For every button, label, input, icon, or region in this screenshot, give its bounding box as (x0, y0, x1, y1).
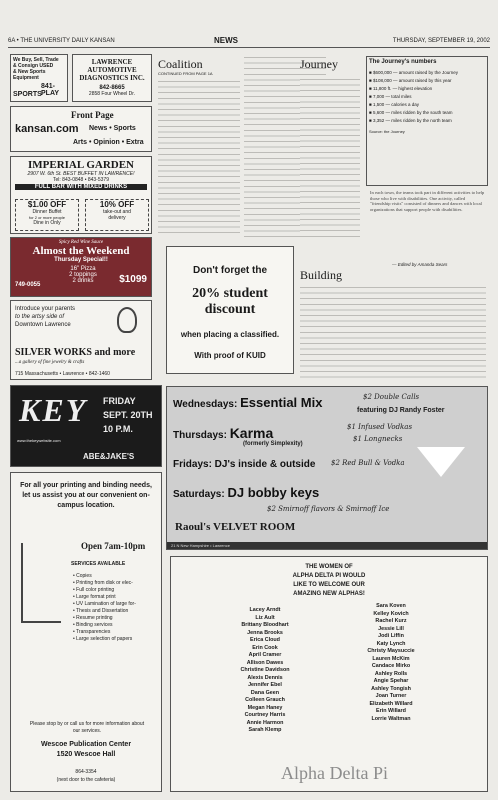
member-name: Joan Turner (375, 693, 407, 699)
pizza-ad: Spicy Red Wine Sauce Almost the Weekend Thursday Special!! 16" Pizza 2 toppings 2 drinks 749-0055 $1099 (10, 237, 152, 297)
service-item: • Binding services (73, 622, 113, 628)
automotive-address: 2858 Four Wheel Dr. (88, 91, 136, 97)
coalition-headline: Coalition (158, 57, 203, 71)
the-key-ad: KEY FRIDAY SEPT. 20TH 10 P.M. www.thekeywebsite.com ABE&JAKE'S (10, 385, 162, 467)
member-name: Jessie Lill (378, 625, 404, 632)
member-name: Elizabeth Willard (369, 700, 413, 707)
member-name: Erin Cook (252, 644, 278, 651)
journey-stat: ■ 1,500 — calories a day (369, 102, 419, 107)
services-list (73, 573, 136, 643)
journey-stat: ■ 7,000 — total miles (369, 94, 412, 99)
automotive-ad (72, 54, 152, 102)
journey-headline: Journey (300, 57, 338, 71)
issue-date: THURSDAY, SEPTEMBER 19, 2002 (392, 38, 490, 44)
member-name: Lorrie Waltman (371, 715, 411, 722)
member-name: Ashley Tongish (371, 685, 411, 692)
member-name: Christy Maysuccie (367, 648, 415, 654)
member-name: Alexis Dennis (247, 674, 283, 681)
kansan-front-page: Front Page (71, 110, 114, 120)
pizza-ad-title: Almost the Weekend (32, 245, 130, 257)
service-item: • UV Lamination of large for- (73, 601, 136, 607)
member-name: Allison Dawes (246, 659, 284, 666)
member-name: Sarah Klemp (248, 727, 282, 733)
member-name: Christine Davidson (240, 667, 290, 673)
journey-stat: ■ $108,000 — amount raised by this year (369, 78, 452, 83)
service-item: • Large format print (73, 594, 116, 600)
journey-stat: ■ 5,600 — miles ridden by the south team (369, 110, 453, 115)
silver-works-name: SILVER WORKS and more (15, 347, 136, 358)
page-folio: 6A • THE UNIVERSITY DAILY KANSAN (8, 38, 115, 44)
member-name: Jennifer Ebel (248, 682, 282, 688)
kansan-ad (10, 106, 152, 152)
kansan-links-2: Arts • Opinion • Extra (73, 139, 144, 146)
member-name: Candace Mirko (371, 663, 411, 669)
member-name: Katy Lynch (376, 640, 406, 647)
imperial-garden-ad (10, 156, 152, 234)
wescoe-hours: Open 7am-10pm (81, 541, 146, 551)
service-item: • Transparencies (73, 629, 111, 635)
classified-discount-ad: Don't forget the 20% student discount when placing a classified. With proof of KUID (166, 246, 294, 374)
service-item: • Full color printing (73, 587, 115, 593)
automotive-phone: 842-8665 (99, 85, 125, 91)
member-name: Kelley Kovich (373, 610, 409, 617)
journey-stat: ■ 11,800 ft. — highest elevation (369, 86, 433, 91)
member-name: April Cramer (248, 652, 282, 658)
journey-continued: In each town, the teams took part in different activities to help those who live with disabilities. One activity, called "friendship visits" consisted of dinners and dances with local organizations that support people with disabilities. (370, 190, 485, 212)
sports-ad: We Buy, Sell, Trade & Consign USED & New Sports Equipment 841-PLAY SPORTS (10, 54, 68, 102)
member-name: Brittany Bloodhart (241, 622, 289, 628)
new-member-list-2 (351, 603, 431, 723)
martini-glass-icon (417, 447, 465, 477)
alpha-delta-pi-ad: THE WOMEN OF ALPHA DELTA PI WOULD LIKE TO WELCOME OUR AMAZING NEW ALPHAS! Lacey Arndt Liz Ault Brittany Bloodhart Jenna Brooks Erica Cloud Erin Cook April Cramer Allison Dawes Christine Davidson Alexis Dennis Jennifer Ebel Dana Geen Colleen Grauch Megan Haney Courtney Harris Annie Harmon Sarah Klemp Sara Koven Kelley Kovich Rachel Kurz Jessie Lill Jodi Liffin Katy Lynch Christy Maysuccie Lauren McKim Candace Mirko Ashley Rolls Angie Spehar Ashley Tongish Joan Turner Elizabeth Willard Erin Willard Lorrie Waltman Alpha Delta Pi (170, 556, 488, 792)
earring-icon (117, 307, 137, 333)
member-name: Megan Haney (247, 704, 283, 711)
imperial-title: IMPERIAL GARDEN (27, 159, 135, 171)
service-item: • Thesis and Dissertation (73, 608, 129, 614)
kansan-url[interactable]: kansan.com (15, 123, 79, 135)
member-name: Courtney Harris (244, 712, 286, 718)
member-name: Jenna Brooks (247, 629, 283, 636)
building-headline: Building (300, 268, 343, 282)
member-name: Dana Geen (250, 689, 280, 696)
discount-headline: 20% student discount (192, 286, 268, 317)
member-name: Liz Ault (255, 614, 275, 621)
member-name: Annie Harmon (246, 719, 284, 726)
journey-text (300, 76, 360, 240)
adpi-logo: Alpha Delta Pi (281, 763, 388, 783)
velvet-room-logo: Raoul's VELVET ROOM (175, 521, 296, 533)
section-title: NEWS (214, 36, 238, 45)
member-name: Rachel Kurz (375, 618, 407, 624)
page-header (8, 36, 490, 48)
newspaper-page: 6A • THE UNIVERSITY DAILY KANSAN NEWS THURSDAY, SEPTEMBER 19, 2002 We Buy, Sell, Trade & Consign USED & New Sports Equipment 841-PLAY SPORTS LAWRENCE AUTOMOTIVE DIAGNOSTICS INC. 842-8665 2858 Four Wheel Dr. Front Page kansan.com News • Sports Arts • Opinion • Extra IMPERIAL GARDEN 2907 W. 6th St. BEST BUFFET IN LAWRENCE! Tel: 843-0848 • 843-5379 FULL BAR WITH MIXED DRINKS $1.00 OFF Dinner Buffet for 2 or more people Dine in Only 10% OFF take-out and delivery Spicy Red Wine Sauce Almost the Weekend Thursday Special!! 16" Pizza 2 toppings 2 drinks 749-0055 $1099 Introduce your parents to the artsy side of Downtown Lawrence SILVER WORKS and more ...a gallery of fine jewelry & crafts 715 Massachusetts • Lawrence • 842-1460 KEY FRIDAY SEPT. 20TH 10 P.M. www.thekeywebsite.com ABE&JAKE'S For all your printing and binding needs, let us assist you at our convenient on-campus location. Open 7am-10pm SERVICES AVAILABLE • Copies • Printing from disk or elec- • Full color printing • Large format print • UV Lamination of large for- • Thesis and Dissertation • Resume printing • Binding services • Transparencies • Large selection of papers Please stop by or call us for more information about our services. Wescoe Publication Center 1520 Wescoe Hall 864-3354 (next door to the cafeteria) Coalition CONTINUED FROM PAGE 1A Journey The Journey's numbers ■ $600,000 — amount raised by the Journey ■ $108,000 — amount raised by this year ■ 11,800 ft. — highest elevation ■ 7,000 — total miles ■ 1,500 — calories a day ■ 5,600 — miles ridden by the south team ■ 3,352 — miles ridden by the north team Source: the Journey In each town, the teams took part in different activities to help those who live with disabilities. One activity, called "friendship visits" consisted of dinners and dances with local organizations that support people with disabilities. — Edited by Amanda Sears Don't forget the 20% student discount when placing a classified. With proof of KUID Building Wednesdays: Essential Mix $2 Double Calls featuring DJ Randy Foster Thursdays: Karma (formerly Simplexity) $1 Infused Vodkas $1 Longnecks Fridays: DJ's inside & outside $2 Red Bull & Vodka Saturdays: DJ bobby keys $2 Smirnoff flavors & Smirnoff Ice Raoul's VELVET ROOM 21 N New Hampshire • Lawrence THE WOMEN OF ALPHA DELTA PI WOULD LIKE TO WELCOME OUR AMAZING NEW ALPHAS! Lacey Arndt Liz Ault Brittany Bloodhart Jenna Brooks Erica Cloud Erin Cook April Cramer Allison Dawes Christine Davidson Alexis Dennis Jennifer Ebel Dana Geen Colleen Grauch Megan Haney Courtney Harris Annie Harmon Sarah Klemp Sara Koven Kelley Kovich Rachel Kurz Jessie Lill Jodi Liffin Katy Lynch Christy Maysuccie Lauren McKim Candace Mirko Ashley Rolls Angie Spehar Ashley Tongish Joan Turner Elizabeth Willard Erin Willard Lorrie Waltman Alpha Delta Pi (0, 0, 498, 800)
journey-stat: ■ 3,352 — miles ridden by the north team (369, 118, 452, 123)
new-member-list-1 (225, 607, 305, 735)
service-item: • Resume printing (73, 615, 113, 621)
automotive-title: LAWRENCE AUTOMOTIVE DIAGNOSTICS INC. (79, 58, 145, 82)
service-item: • Large selection of papers (73, 636, 133, 642)
coalition-text (158, 78, 240, 238)
member-name: Lauren McKim (372, 655, 410, 662)
imperial-address: 2907 W. 6th St. BEST BUFFET IN LAWRENCE! (27, 171, 135, 177)
service-item: • Printing from disk or elec- (73, 580, 133, 586)
member-name: Angie Spehar (373, 678, 409, 684)
silver-works-ad: Introduce your parents to the artsy side of Downtown Lawrence SILVER WORKS and more ...a gallery of fine jewelry & crafts 715 Massachusetts • Lawrence • 842-1460 (10, 300, 152, 380)
member-name: Colleen Grauch (245, 697, 285, 703)
sports-logo: SPORTS (13, 91, 42, 98)
imperial-bar-banner: FULL BAR WITH MIXED DRINKS (15, 184, 147, 190)
member-name: Erin Willard (376, 708, 406, 714)
kansan-links: News • Sports (89, 125, 136, 132)
coupon-takeout: 10% OFF take-out and delivery (85, 199, 149, 231)
printer-illustration-icon (21, 543, 61, 623)
imperial-phone: Tel: 843-0848 • 843-5379 (53, 177, 109, 183)
abe-jakes-logo: ABE&JAKE'S (83, 452, 135, 461)
service-item: • Copies (73, 573, 92, 579)
member-name: Erica Cloud (250, 637, 280, 643)
member-name: Lacey Arndt (249, 607, 281, 613)
member-name: Ashley Rolls (374, 670, 408, 677)
key-logo: KEY (19, 392, 88, 428)
sports-phone: 841-PLAY (41, 83, 60, 97)
building-text (300, 284, 486, 380)
journey-stat: ■ $600,000 — amount raised by the Journey (369, 70, 459, 75)
velvet-room-ad: Wednesdays: Essential Mix $2 Double Calls featuring DJ Randy Foster Thursdays: Karma (formerly Simplexity) $1 Infused Vodkas $1 Longnecks Fridays: DJ's inside & outside $2 Red Bull & Vodka Saturdays: DJ bobby keys $2 Smirnoff flavors & Smirnoff Ice Raoul's VELVET ROOM 21 N New Hampshire • Lawrence (166, 386, 488, 550)
member-name: Sara Koven (376, 603, 406, 609)
journeys-numbers-box: The Journey's numbers ■ $600,000 — amount raised by the Journey ■ $108,000 — amount raised by this year ■ 11,800 ft. — highest elevation ■ 7,000 — total miles ■ 1,500 — calories a day ■ 5,600 — miles ridden by the south team ■ 3,352 — miles ridden by the north team Source: the Journey (366, 56, 488, 186)
member-name: Jodi Liffin (378, 633, 404, 639)
coupon-buffet: $1.00 OFF Dinner Buffet for 2 or more people Dine in Only (15, 199, 79, 231)
wescoe-ad: For all your printing and binding needs, let us assist you at our convenient on-campus location. Open 7am-10pm SERVICES AVAILABLE • Copies • Printing from disk or elec- • Full color printing • Large format print • UV Lamination of large for- • Thesis and Dissertation • Resume printing • Binding services • Transparencies • Large selection of papers Please stop by or call us for more information about our services. Wescoe Publication Center 1520 Wescoe Hall 864-3354 (next door to the cafeteria) (10, 472, 162, 792)
